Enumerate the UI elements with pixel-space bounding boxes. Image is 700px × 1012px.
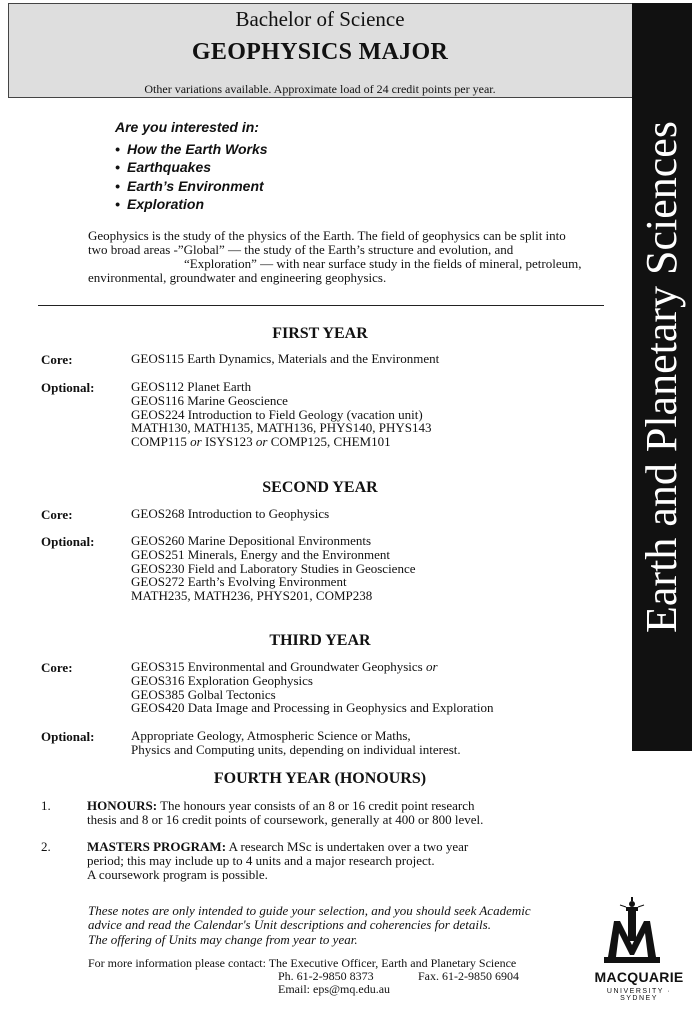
- first-year-core-label: Core:: [41, 352, 73, 367]
- first-year-core-list: [131, 352, 439, 366]
- bullet-icon: •: [115, 177, 120, 194]
- section-divider: [38, 305, 604, 306]
- list-item: • How the Earth Works: [115, 141, 268, 157]
- course-item: GEOS112 Planet Earth: [131, 379, 252, 394]
- third-year-title: THIRD YEAR: [269, 632, 371, 649]
- second-year-optional-label: Optional:: [41, 534, 95, 549]
- item-number: 1.: [41, 798, 51, 813]
- second-year-optional-list: [131, 534, 416, 603]
- contact-line: For more information please contact: The Executive Officer, Earth and Planetary Science: [88, 956, 517, 970]
- course-item: GEOS385 Golbal Tectonics: [131, 686, 276, 702]
- course-item: GEOS316 Exploration Geophysics: [131, 672, 313, 688]
- course-item: GEOS315 Environmental and Groundwater Geophysics or: [131, 659, 438, 674]
- contact-email[interactable]: Email: eps@mq.edu.au: [278, 982, 391, 996]
- second-year-core-label: Core:: [41, 507, 73, 522]
- lighthouse-emblem-icon: [604, 897, 660, 969]
- course-item: GEOS115 Earth Dynamics, Materials and the Environment: [131, 351, 440, 366]
- item-body: HONOURS: The honours year consists of an 8 or 16 credit point research thesis and 8 or 16 credit points of coursework, generally at 400 or 800 level.: [87, 798, 484, 827]
- bullet-icon: •: [115, 159, 120, 176]
- first-year-title: FIRST YEAR: [272, 325, 368, 342]
- course-item: Physics and Computing units, depending on individual interest.: [131, 741, 461, 757]
- fax-number: Fax. 61-2-9850 6904: [418, 969, 519, 983]
- intro-line: environmental, groundwater and engineering geophysics.: [88, 270, 387, 285]
- course-item: MATH235, MATH236, PHYS201, COMP238: [131, 588, 373, 604]
- course-item: GEOS116 Marine Geoscience: [131, 392, 288, 408]
- university-logo: [590, 897, 688, 1003]
- item-body: MASTERS PROGRAM: A research MSc is undertaken over a two year period; this may include up to 4 units and a major research project. A coursework program is possible.: [87, 839, 469, 882]
- course-item: GEOS268 Introduction to Geophysics: [131, 506, 330, 521]
- course-item: GEOS272 Earth’s Evolving Environment: [131, 574, 347, 590]
- bullet-icon: •: [115, 195, 120, 212]
- intro-line: Geophysics is the study of the physics of the Earth. The field of geophysics can be split into: [88, 228, 566, 243]
- intro-line: two broad areas -”Global” — the study of the Earth’s structure and evolution, and: [88, 242, 514, 257]
- degree-title: Bachelor of Science: [235, 7, 405, 31]
- item-number: 2.: [41, 839, 51, 854]
- list-item: • Earth’s Environment: [115, 177, 264, 194]
- course-item: MATH130, MATH135, MATH136, PHYS140, PHYS143: [131, 420, 432, 436]
- intro-line: “Exploration” — with near surface study in the fields of mineral, petroleum,: [184, 256, 582, 271]
- logo-name: MACQUARIE: [594, 969, 684, 985]
- third-year-core-label: Core:: [41, 660, 73, 675]
- guidance-note: These notes are only intended to guide your selection, and you should seek Academic advice and read the Calendar's Unit descriptions and coherencies for details. The offering of Units may change from year to year.: [88, 903, 531, 947]
- course-item: GEOS420 Data Image and Processing in Geophysics and Exploration: [131, 700, 494, 716]
- course-item: GEOS251 Minerals, Energy and the Environment: [131, 546, 390, 562]
- second-year-core-list: [131, 507, 329, 521]
- course-item: Appropriate Geology, Atmospheric Science or Maths,: [131, 728, 411, 743]
- interests-list: [115, 140, 268, 213]
- course-item: COMP115 or ISYS123 or COMP125, CHEM101: [131, 434, 391, 450]
- logo-subtitle: UNIVERSITY · SYDNEY: [606, 988, 672, 1002]
- third-year-optional-label: Optional:: [41, 729, 95, 744]
- course-item: GEOS224 Introduction to Field Geology (vacation unit): [131, 406, 423, 422]
- phone-number: Ph. 61-2-9850 8373: [278, 969, 374, 983]
- fourth-year-title: FOURTH YEAR (HONOURS): [213, 770, 427, 787]
- sidebar-title: Earth and Planetary Sciences: [637, 121, 686, 633]
- first-year-optional-list: [131, 380, 431, 449]
- header-frame: [8, 3, 632, 98]
- interests-question: Are you interested in:: [115, 119, 259, 135]
- second-year-title: SECOND YEAR: [262, 479, 378, 496]
- course-item: GEOS230 Field and Laboratory Studies in Geoscience: [131, 560, 416, 576]
- list-item: • Exploration: [115, 195, 205, 212]
- intro-paragraph: [88, 229, 608, 285]
- bullet-icon: •: [115, 141, 120, 157]
- third-year-optional-list: [131, 729, 461, 757]
- list-item: • Earthquakes: [115, 159, 212, 176]
- first-year-optional-label: Optional:: [41, 380, 95, 395]
- load-note: Other variations available. Approximate load of 24 credit points per year.: [144, 82, 496, 96]
- course-item: GEOS260 Marine Depositional Environments: [131, 533, 372, 548]
- contact-info: [88, 957, 519, 996]
- interests-block: [115, 119, 268, 213]
- major-title: GEOPHYSICS MAJOR: [191, 39, 449, 65]
- third-year-core-list: [131, 660, 493, 715]
